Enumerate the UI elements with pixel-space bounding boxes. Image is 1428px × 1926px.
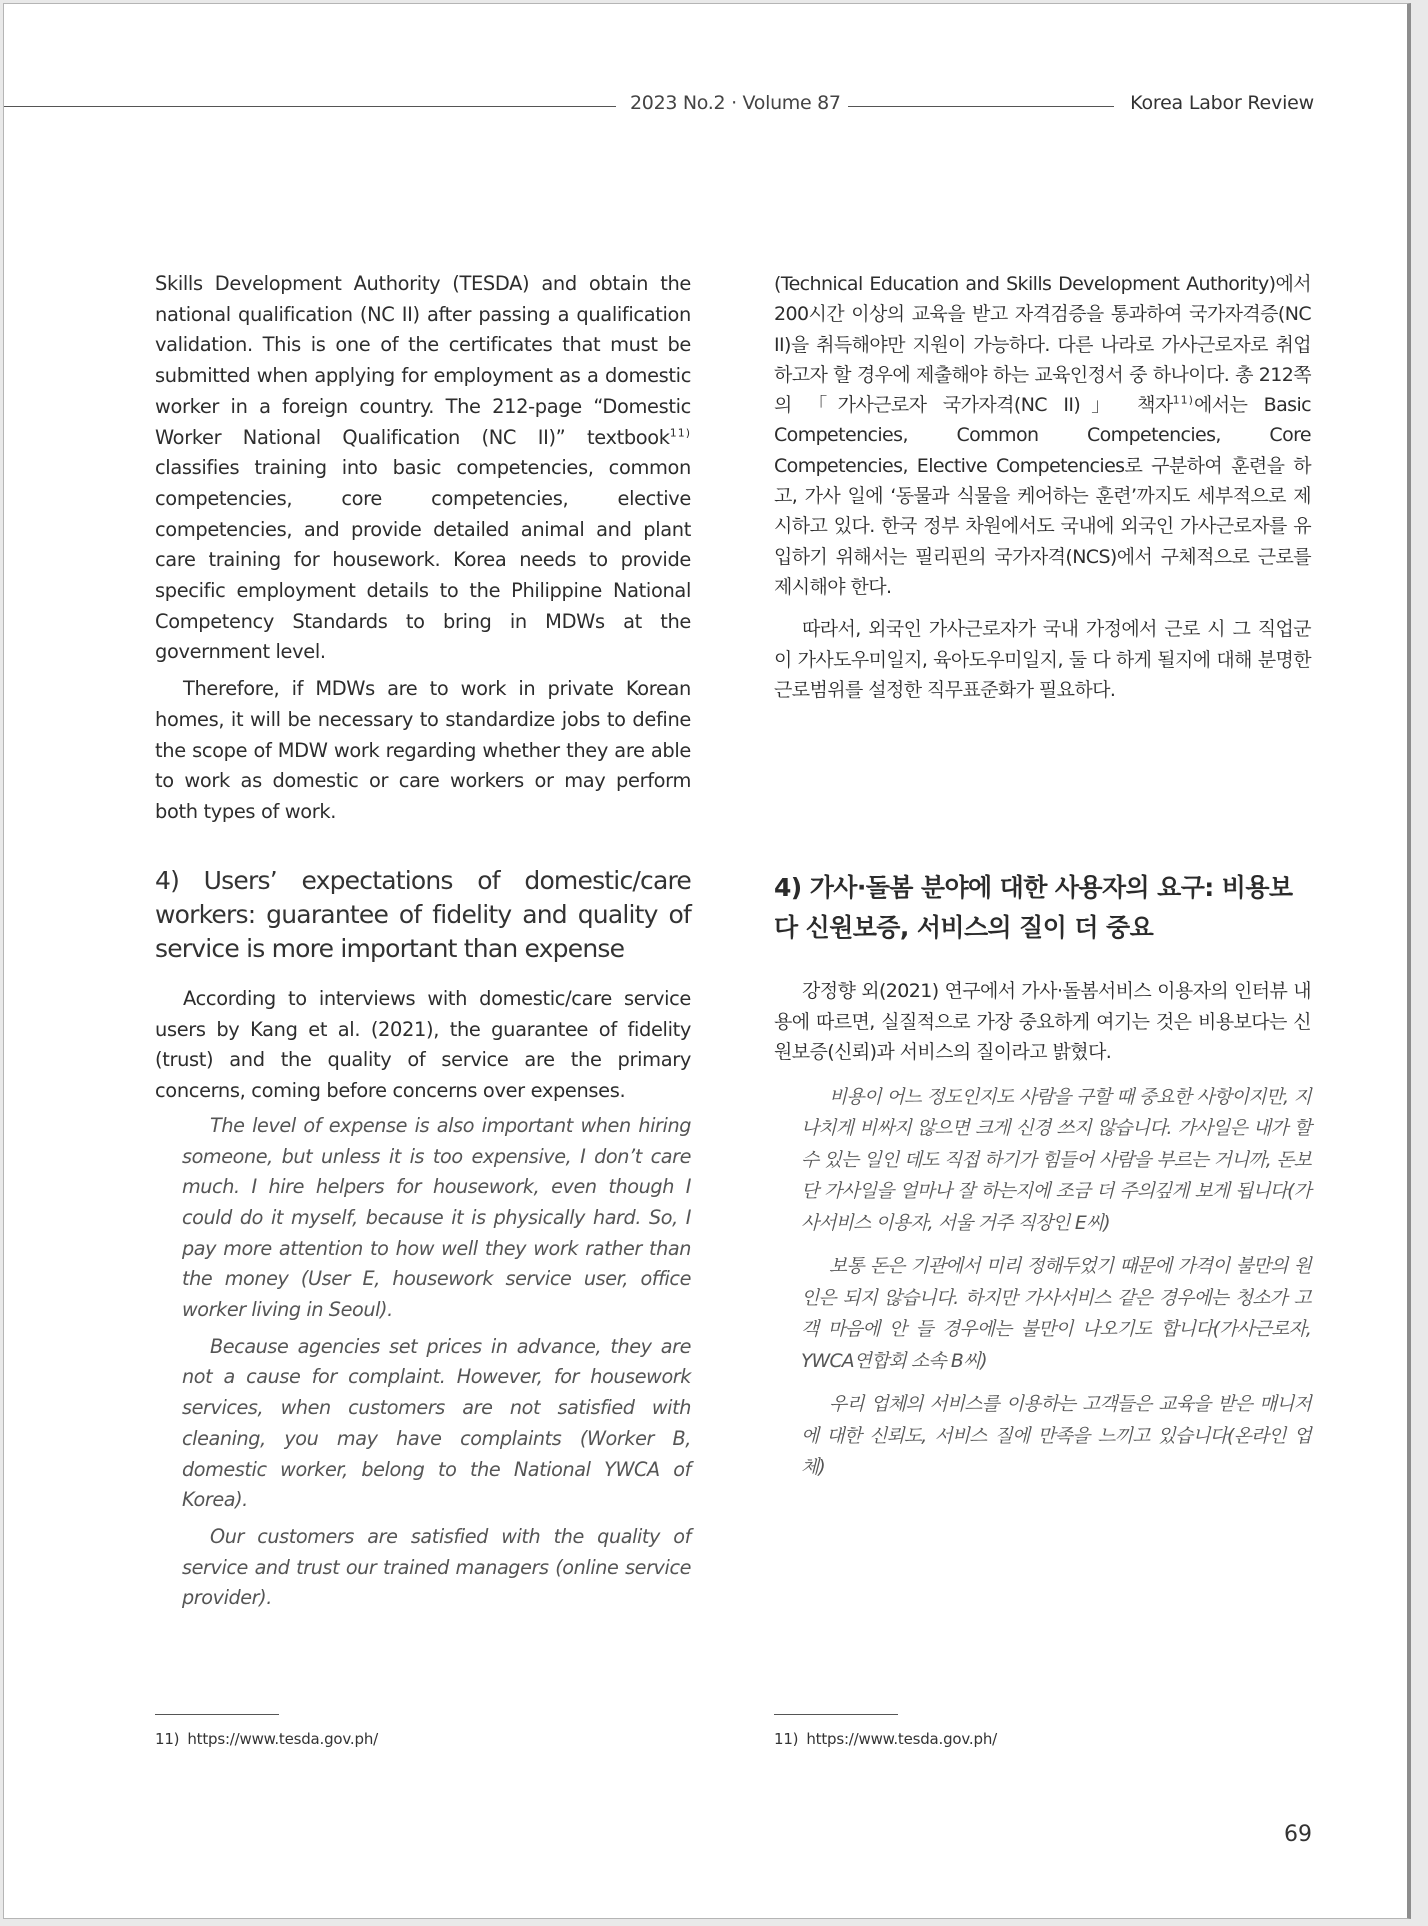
footnote-link[interactable]: https://www.tesda.gov.ph/ <box>187 1730 378 1748</box>
english-paragraph-2: Therefore, if MDWs are to work in private Korean homes, it will be necessary to standardize jobs to define the scope of MDW work regarding whether they are able to work as domestic or care workers or may perform both types of work. <box>155 677 691 823</box>
korean-p1-end: 에서는 Basic Competencies, Common Competencies, Core Competencies, Elective Competencies로 구분하여 훈련을 하고, 가사 일에 ‘동물과 식물을 케어하는 훈련’까지도 세부적으로 제시하고 있다. 한국 정부 차원에서도 국내에 외국인 가사근로자를 유입하기 위해서는 필리핀의 국가자격(NCS)에서 구체적으로 근로를 제시해야 한다. <box>774 394 1312 598</box>
journal-title: Korea Labor Review <box>1130 92 1314 114</box>
issue-label: 2023 No.2 · Volume 87 <box>630 92 841 114</box>
page-number: 69 <box>1284 1822 1312 1847</box>
korean-quote-2: 보통 돈은 기관에서 미리 정해두었기 때문에 가격이 불만의 원인은 되지 않습니다. 하지만 가사서비스 같은 경우에는 청소가 고객 마음에 안 들 경우에는 불만이 나오기도 합니다(가사근로자, YWCA연합회 소속 B씨) <box>801 1256 1311 1372</box>
header-rule-right <box>848 106 1114 107</box>
english-p1-end: classifies training into basic competencies, common competencies, core competencies, elective competencies, and provide detailed animal and plant care training for housework. Korea needs to provide specific employment details to the Philippine National Competency Standards to bring in MDWs at the government level. <box>155 456 691 664</box>
english-paragraph-1 <box>155 269 691 668</box>
running-header <box>4 92 1314 122</box>
english-p1-text: Skills Development Authority (TESDA) and obtain the national qualification (NC II) after passing a qualification validation. This is one of the certificates that must be submitted when applying for employment as a domestic worker in a foreign country. The 212-page “Domestic Worker National Qualification (NC II)” textbook <box>155 272 691 449</box>
english-paragraph-3: According to interviews with domestic/care service users by Kang et al. (2021), the guarantee of fidelity (trust) and the quality of service are the primary concerns, coming before concerns over expenses. <box>155 987 691 1103</box>
footnote-rule-left <box>155 1714 279 1715</box>
footnote-left <box>155 1730 378 1748</box>
footnote-rule-right <box>774 1714 898 1715</box>
english-quote-1: The level of expense is also important when hiring someone, but unless it is too expensive, I don’t care much. I hire helpers for housework, even though I could do it myself, because it is physically hard. So, I pay more attention to how well they work rather than the money (User E, housework service user, office worker living in Seoul). <box>182 1113 691 1322</box>
korean-paragraph-2: 따라서, 외국인 가사근로자가 국내 가정에서 근로 시 그 직업군이 가사도우미일지, 육아도우미일지, 둘 다 하게 될지에 대해 분명한 근로범위를 설정한 직무표준화가 필요하다. <box>774 618 1311 702</box>
footnote-number: 11) <box>155 1730 180 1748</box>
footnote-ref: 11) <box>1172 393 1194 407</box>
korean-paragraph-3: 강정향 외(2021) 연구에서 가사·돌봄서비스 이용자의 인터뷰 내용에 따르면, 실질적으로 가장 중요하게 여기는 것은 비용보다는 신원보증(신뢰)과 서비스의 질이라고 밝혔다. <box>774 980 1311 1063</box>
korean-paragraph-1 <box>774 269 1311 602</box>
korean-quote-3: 우리 업체의 서비스를 이용하는 고객들은 교육을 받은 매니저에 대한 신뢰도, 서비스 질에 만족을 느끼고 있습니다(온라인 업체) <box>801 1394 1311 1478</box>
korean-section-heading: 4) 가사·돌봄 분야에 대한 사용자의 요구: 비용보다 신원보증, 서비스의 질이 더 중요 <box>774 873 1293 942</box>
header-rule-left <box>4 106 616 107</box>
english-quote-2: Because agencies set prices in advance, they are not a cause for complaint. However, for housework services, when customers are not satisfied with cleaning, you may have complaints (Worker B, domestic worker, belong to the National YWCA of Korea). <box>182 1334 691 1512</box>
english-section-heading: 4) Users’ expectations of domestic/care workers: guarantee of fidelity and quality of service is more important than expense <box>155 866 691 963</box>
journal-page <box>3 3 1411 1919</box>
korean-p1-text: (Technical Education and Skills Development Authority)에서 200시간 이상의 교육을 받고 자격검증을 통과하여 국가자격증(NC II)을 취득해야만 지원이 가능하다. 다른 나라로 가사근로자로 취업하고자 할 경우에 제출해야 하는 교육인정서 중 하나이다. 총 212쪽의 「가사근로자 국가자격(NC II)」 책자 <box>774 273 1311 417</box>
footnote-right <box>774 1730 997 1748</box>
english-quote-3: Our customers are satisfied with the quality of service and trust our trained managers (online service provider). <box>182 1524 691 1610</box>
korean-column-bottom <box>774 976 1311 1484</box>
footnote-link[interactable]: https://www.tesda.gov.ph/ <box>806 1730 997 1748</box>
footnote-ref: 11) <box>669 426 691 440</box>
footnote-number: 11) <box>774 1730 799 1748</box>
korean-quote-1: 비용이 어느 정도인지도 사람을 구할 때 중요한 사항이지만, 지나치게 비싸지 않으면 크게 신경 쓰지 않습니다. 가사일은 내가 할 수 있는 일인 데도 직접 하기가 힘들어 사람을 부르는 거니까, 돈보단 가사일을 얼마나 잘 하는지에 조금 더 주의깊게 보게 됩니다(가사서비스 이용자, 서울 거주 직장인 E씨) <box>801 1086 1311 1234</box>
korean-column-top <box>774 269 1311 706</box>
english-column-bottom <box>155 984 691 1614</box>
english-column-top <box>155 269 691 828</box>
